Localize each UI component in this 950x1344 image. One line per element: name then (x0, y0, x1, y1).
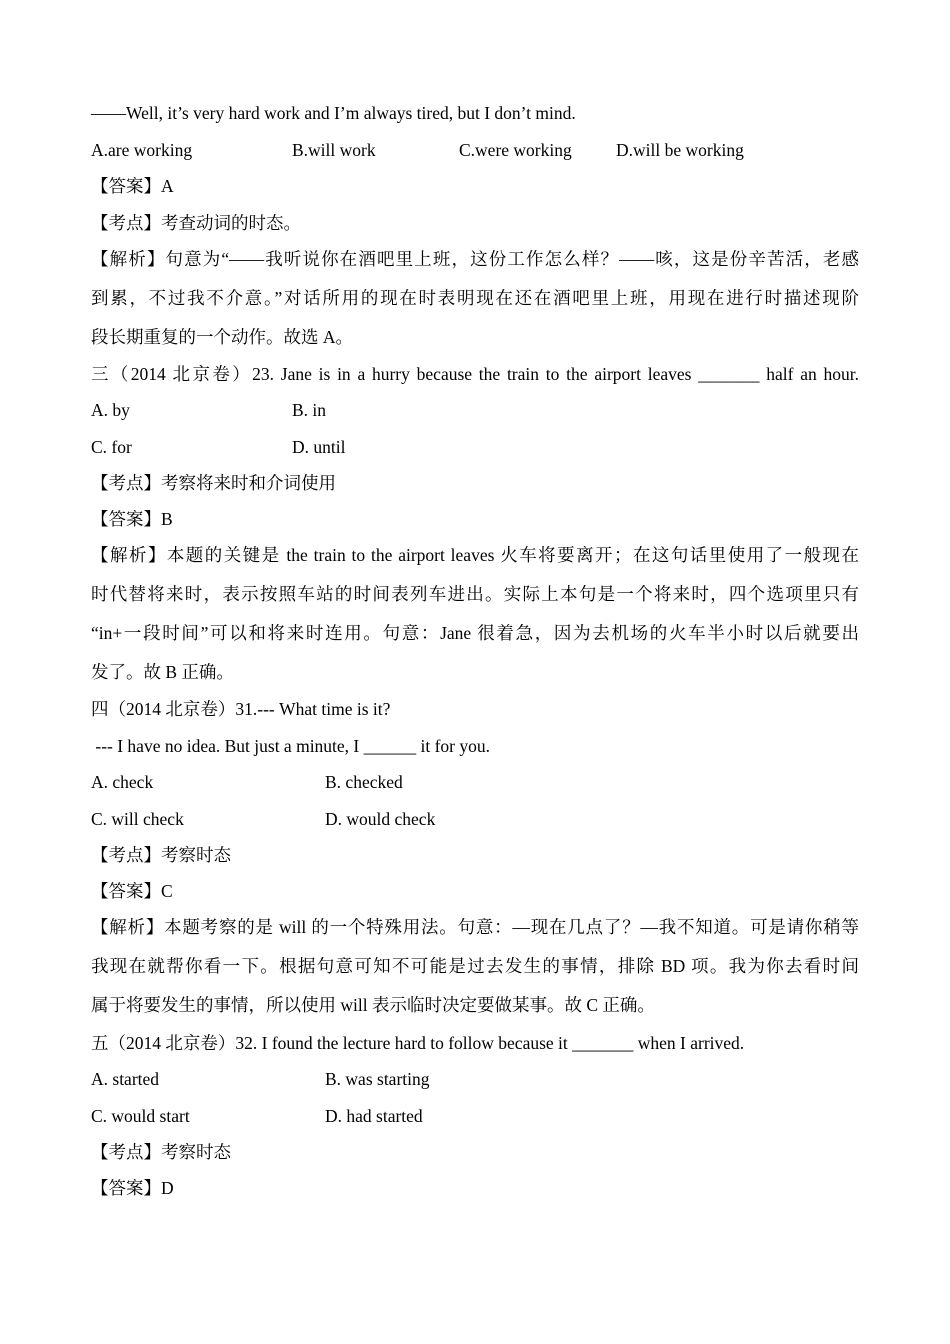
q2-point: 【考点】考查动词的时态。 (91, 213, 301, 233)
q3-option-b: B. in (292, 400, 327, 420)
q4-stem-reply: --- I have no idea. But just a minute, I ______ it for you. (91, 736, 491, 756)
q4-option-d: D. would check (325, 809, 436, 829)
q4-option-c: C. will check (91, 809, 184, 829)
q2-analysis-line-1: 【解析】句意为“——我听说你在酒吧里上班，这份工作怎么样？——咳，这是份辛苦活，老感 (91, 249, 859, 269)
q3-analysis-line-3: “in+一段时间”可以和将来时连用。句意：Jane 很着急，因为去机场的火车半小时以后就要出 (91, 623, 859, 643)
q5-option-b: B. was starting (325, 1069, 430, 1089)
q4-stem: 四（2014 北京卷）31.--- What time is it? (91, 699, 391, 719)
q4-analysis-line-2: 我现在就帮你看一下。根据句意可知不可能是过去发生的事情，排除 BD 项。我为你去看时间 (91, 956, 859, 976)
q5-answer: 【答案】D (91, 1178, 174, 1198)
q2-option-c: C.were working (459, 140, 572, 160)
q5-stem: 五（2014 北京卷）32. I found the lecture hard to follow because it _______ when I arrived. (91, 1033, 745, 1053)
q2-option-b: B.will work (292, 140, 376, 160)
q4-analysis-line-3: 属于将要发生的事情，所以使用 will 表示临时决定要做某事。故 C 正确。 (91, 995, 655, 1015)
q4-point: 【考点】考察时态 (91, 845, 231, 865)
q2-analysis-line-3: 段长期重复的一个动作。故选 A。 (91, 327, 354, 347)
q5-option-d: D. had started (325, 1106, 423, 1126)
q4-option-b: B. checked (325, 772, 403, 792)
q3-option-d: D. until (292, 437, 346, 457)
q3-option-c: C. for (91, 437, 132, 457)
dialog-reply: ——Well, it’s very hard work and I’m always tired, but I don’t mind. (91, 103, 576, 123)
q3-answer: 【答案】B (91, 509, 173, 529)
q3-analysis-line-1: 【解析】本题的关键是 the train to the airport leaves 火车将要离开；在这句话里使用了一般现在 (91, 545, 859, 565)
q5-option-c: C. would start (91, 1106, 190, 1126)
q3-analysis-line-4: 发了。故 B 正确。 (91, 662, 234, 682)
q3-stem: 三（2014 北京卷）23. Jane is in a hurry because the train to the airport leaves _______ half an hour. (91, 364, 859, 384)
q4-option-a: A. check (91, 772, 154, 792)
q5-option-a: A. started (91, 1069, 160, 1089)
q3-point: 【考点】考察将来时和介词使用 (91, 473, 336, 493)
q2-option-a: A.are working (91, 140, 193, 160)
q2-answer: 【答案】A (91, 176, 174, 196)
q2-option-d: D.will be working (616, 140, 744, 160)
q2-analysis-line-2: 到累，不过我不介意。”对话所用的现在时表明现在还在酒吧里上班，用现在进行时描述现阶 (91, 288, 859, 308)
q4-analysis-line-1: 【解析】本题考察的是 will 的一个特殊用法。句意：—现在几点了？—我不知道。可是请你稍等 (91, 917, 859, 937)
q3-analysis-line-2: 时代替将来时，表示按照车站的时间表列车进出。实际上本句是一个将来时，四个选项里只有 (91, 584, 859, 604)
q4-answer: 【答案】C (91, 881, 173, 901)
q5-point: 【考点】考察时态 (91, 1142, 231, 1162)
q3-option-a: A. by (91, 400, 130, 420)
